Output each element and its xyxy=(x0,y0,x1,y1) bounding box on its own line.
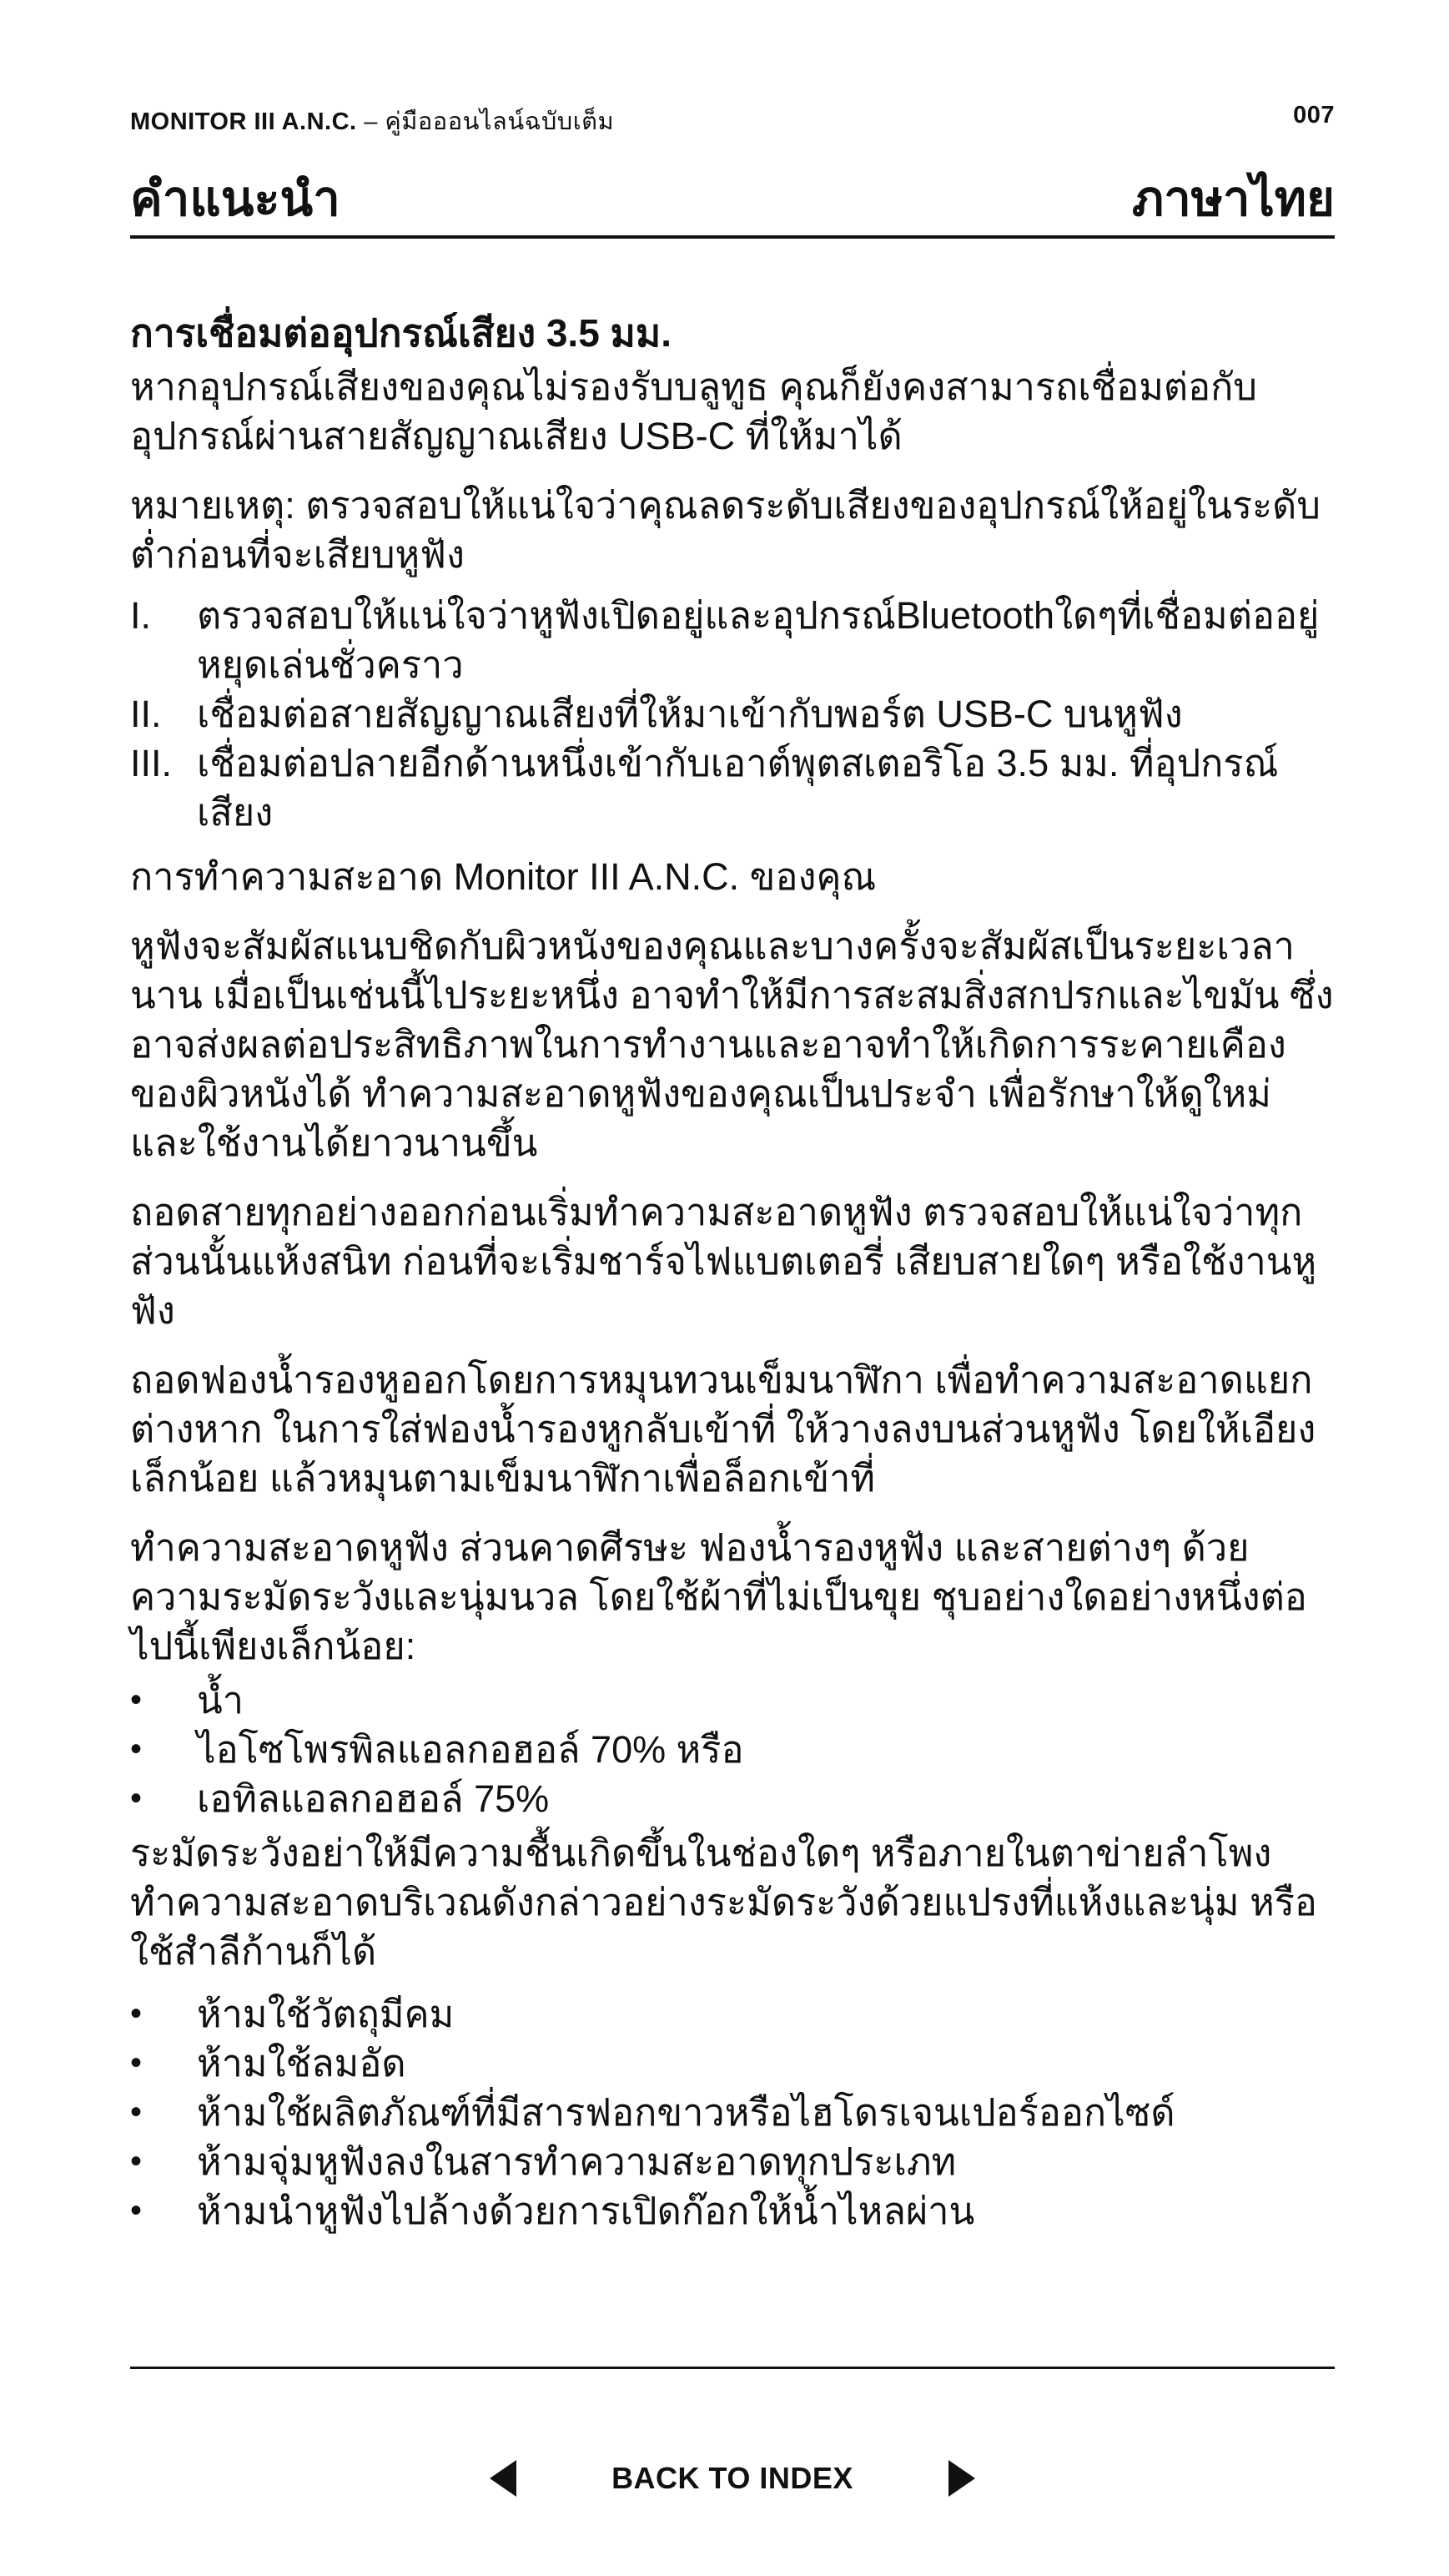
list-item xyxy=(130,2186,1335,2236)
liquids-list xyxy=(130,1676,1335,1823)
bullet-icon: • xyxy=(130,1731,143,1767)
back-to-index-link[interactable]: BACK TO INDEX xyxy=(611,2461,853,2495)
bullet-icon: • xyxy=(130,1681,143,1718)
list-item-text: ห้ามใช้วัตถุมีคม xyxy=(197,1993,455,2035)
paragraph-cleaning-3: ถอดฟองน้ำรองหูออกโดยการหมุนทวนเข็มนาฬิกา เพื่อทำความสะอาดแยกต่างหาก ในการใส่ฟองน้ำรองหูกลับเข้าที่ ให้วางลงบนส่วนหูฟัง โดยให้เอียงเล็กน้อย แล้วหมุนตามเข็มนาฬิกาเพื่อล็อกเข้าที่ xyxy=(130,1359,1316,1500)
section-title: คำแนะนำ xyxy=(130,172,340,226)
list-item-text: ห้ามใช้ผลิตภัณฑ์ที่มีสารฟอกขาวหรือไฮโดรเจนเปอร์ออกไซด์ xyxy=(197,2091,1175,2134)
step-marker: II. xyxy=(130,693,162,735)
bullet-icon: • xyxy=(130,2044,143,2081)
list-item xyxy=(130,1725,1335,1774)
list-item-text: น้ำ xyxy=(197,1679,244,1722)
heading-cleaning: การทำความสะอาด Monitor III A.N.C. ของคุณ xyxy=(130,855,877,898)
list-item-text: ห้ามใช้ลมอัด xyxy=(197,2042,406,2084)
list-item xyxy=(130,689,1335,739)
section-header xyxy=(130,159,1335,239)
page-content xyxy=(130,307,1335,2252)
triangle-left-icon xyxy=(486,2458,520,2498)
paragraph-cleaning-2: ถอดสายทุกอย่างออกก่อนเริ่มทำความสะอาดหูฟัง ตรวจสอบให้แน่ใจว่าทุกส่วนนั้นแห้งสนิท ก่อนที่จะเริ่มชาร์จไฟแบตเตอรี่ เสียบสายใดๆ หรือใช้งานหูฟัง xyxy=(130,1191,1317,1332)
heading-audio-connection: การเชื่อมต่ออุปกรณ์เสียง 3.5 มม. xyxy=(130,311,672,355)
paragraph-cleaning-1: หูฟังจะสัมผัสแนบชิดกับผิวหนังของคุณและบางครั้งจะสัมผัสเป็นระยะเวลานาน เมื่อเป็นเช่นนี้ไประยะหนึ่ง อาจทำให้มีการสะสมสิ่งสกปรกและไขมัน ซึ่งอาจส่งผลต่อประสิทธิภาพในการทำงานและอาจทำให้เกิดการระคายเคืองของผิวหนังได้ ทำความสะอาดหูฟังของคุณเป็นประจำ เพื่อรักษาให้ดูใหม่และใช้งานได้ยาวนานขึ้น xyxy=(130,925,1334,1164)
list-item-text: ห้ามนำหูฟังไปล้างด้วยการเปิดก๊อกให้น้ำไหลผ่าน xyxy=(197,2190,975,2232)
previous-page-button[interactable] xyxy=(478,2453,528,2503)
document-title xyxy=(130,102,614,140)
list-item xyxy=(130,1989,1335,2039)
list-item xyxy=(130,591,1335,689)
list-item xyxy=(130,1676,1335,1725)
list-item xyxy=(130,739,1335,837)
step-text: เชื่อมต่อสายสัญญาณเสียงที่ให้มาเข้ากับพอร์ต USB-C บนหูฟัง xyxy=(197,693,1183,735)
list-item xyxy=(130,2137,1335,2186)
step-marker: III. xyxy=(130,742,173,784)
page-number: 007 xyxy=(1293,102,1335,129)
language-label: ภาษาไทย xyxy=(1132,172,1335,226)
list-item xyxy=(130,2039,1335,2088)
next-page-button[interactable] xyxy=(937,2453,987,2503)
step-marker: I. xyxy=(130,594,152,637)
paragraph-note: หมายเหตุ: ตรวจสอบให้แน่ใจว่าคุณลดระดับเสียงของอุปกรณ์ให้อยู่ในระดับต่ำก่อนที่จะเสียบหูฟัง xyxy=(130,484,1321,576)
bullet-icon: • xyxy=(130,1995,143,2032)
paragraph-cleaning-4: ทำความสะอาดหูฟัง ส่วนคาดศีรษะ ฟองน้ำรองหูฟัง และสายต่างๆ ด้วยความระมัดระวังและนุ่มนวล โดยใช้ผ้าที่ไม่เป็นขุย ชุบอย่างใดอย่างหนึ่งต่อไปนี้เพียงเล็กน้อย: xyxy=(130,1526,1307,1667)
step-text: ตรวจสอบให้แน่ใจว่าหูฟังเปิดอยู่และอุปกรณ์Bluetoothใดๆที่เชื่อมต่ออยู่หยุดเล่นชั่วคราว xyxy=(197,594,1320,686)
paragraph-intro: หากอุปกรณ์เสียงของคุณไม่รองรับบลูทูธ คุณก็ยังคงสามารถเชื่อมต่อกับอุปกรณ์ผ่านสายสัญญาณเสียง USB-C ที่ให้มาได้ xyxy=(130,365,1257,457)
triangle-right-icon xyxy=(945,2458,979,2498)
footer-divider xyxy=(130,2367,1335,2369)
list-item-text: ไอโซโพรพิลแอลกอฮอล์ 70% หรือ xyxy=(197,1728,744,1771)
document-title-main: MONITOR III A.N.C. xyxy=(130,108,357,135)
document-title-subtitle: – คู่มือออนไลน์ฉบับเต็ม xyxy=(364,108,615,135)
list-item-text: ห้ามจุ่มหูฟังลงในสารทำความสะอาดทุกประเภท xyxy=(197,2140,957,2183)
bullet-icon: • xyxy=(130,2094,143,2130)
running-header xyxy=(130,102,1335,140)
manual-page xyxy=(130,0,1335,2576)
bullet-icon: • xyxy=(130,2192,143,2229)
bullet-icon: • xyxy=(130,1780,143,1817)
list-item-text: เอทิลแอลกอฮอล์ 75% xyxy=(197,1777,550,1820)
step-text: เชื่อมต่อปลายอีกด้านหนึ่งเข้ากับเอาต์พุตสเตอริโอ 3.5 มม. ที่อุปกรณ์เสียง xyxy=(197,742,1279,834)
donts-list xyxy=(130,1989,1335,2236)
paragraph-cleaning-5: ระมัดระวังอย่าให้มีความชื้นเกิดขึ้นในช่องใดๆ หรือภายในตาข่ายลำโพง ทำความสะอาดบริเวณดังกล่าวอย่างระมัดระวังด้วยแปรงที่แห้งและนุ่ม หรือใช้สำลีก้านก็ได้ xyxy=(130,1832,1317,1973)
list-item xyxy=(130,2088,1335,2137)
footer-navigation xyxy=(130,2453,1335,2503)
bullet-icon: • xyxy=(130,2143,143,2180)
steps-list xyxy=(130,591,1335,837)
list-item xyxy=(130,1774,1335,1823)
